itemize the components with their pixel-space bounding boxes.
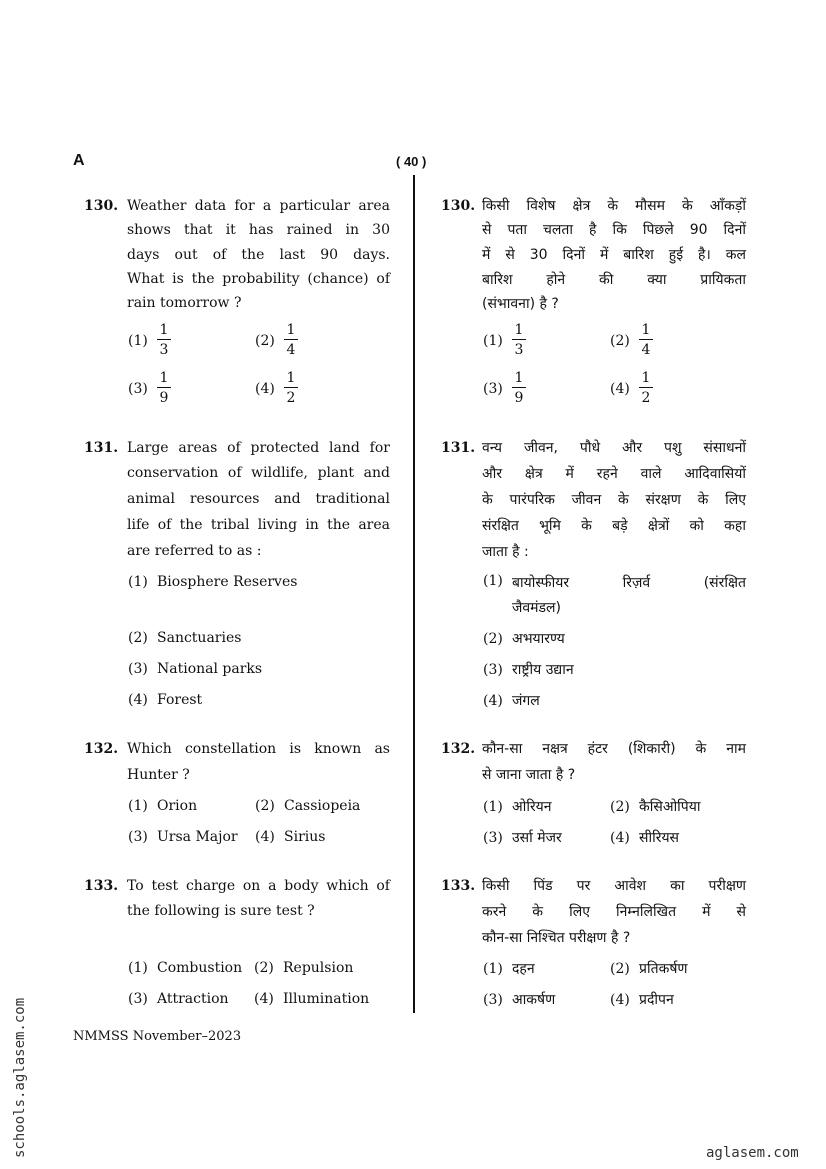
option-label: (2) — [483, 631, 503, 647]
option-label: (3) — [483, 992, 503, 1008]
option-text: Biosphere Reserves — [157, 574, 298, 590]
option-label: (3) — [128, 661, 148, 677]
fraction: $\frac{1}{2}$ — [639, 369, 653, 408]
question-text-line: are referred to as : — [127, 543, 262, 559]
option-text: अभयारण्य — [512, 631, 565, 647]
option-label: (1) — [483, 961, 503, 977]
column-divider — [413, 175, 415, 1013]
option-4[interactable] — [610, 828, 679, 847]
option-label: (3) — [128, 381, 148, 397]
option-2[interactable] — [255, 798, 360, 814]
question-text-line: days out of the last 90 days. — [127, 247, 390, 263]
option-text: प्रदीपन — [639, 992, 674, 1008]
option-label: (2) — [255, 333, 275, 349]
option-label: (2) — [610, 333, 630, 349]
option-text: Cassiopeia — [284, 798, 361, 814]
option-label: (4) — [610, 830, 630, 846]
option-2[interactable] — [610, 797, 701, 816]
question-text-line: life of the tribal living in the area — [127, 517, 390, 533]
option-label: (2) — [254, 960, 274, 976]
question-text-line: से पता चलता है कि पिछले 90 दिनों — [482, 222, 746, 238]
option-3[interactable] — [483, 660, 574, 679]
option-label: (2) — [610, 799, 630, 815]
option-text: प्रतिकर्षण — [639, 961, 688, 977]
question-text-line: Weather data for a particular area — [127, 198, 390, 214]
set-letter: A — [73, 152, 85, 169]
question-number: 131. — [441, 440, 476, 456]
option-label: (4) — [255, 381, 275, 397]
fraction: $\frac{1}{2}$ — [284, 369, 298, 408]
option-text: Sanctuaries — [157, 630, 242, 646]
option-4[interactable] — [254, 991, 369, 1007]
option-label: (2) — [128, 630, 148, 646]
question-text-line: Large areas of protected land for — [127, 440, 390, 456]
option-label: (1) — [483, 799, 503, 815]
question-text-line: Hunter ? — [127, 767, 190, 783]
question-text-line: What is the probability (chance) of — [127, 271, 390, 287]
option-label: (3) — [483, 830, 503, 846]
option-text: Orion — [157, 798, 198, 814]
option-2[interactable] — [610, 959, 688, 978]
question-text-line: से जाना जाता है ? — [482, 767, 576, 783]
question-text-line: To test charge on a body which of — [127, 878, 390, 894]
option-label: (4) — [610, 992, 630, 1008]
option-text: उर्सा मेजर — [512, 830, 562, 846]
option-label: (4) — [254, 991, 274, 1007]
option-label: (2) — [255, 798, 275, 814]
option-label: (4) — [128, 692, 148, 708]
question-number: 132. — [441, 741, 476, 757]
fraction: $\frac{1}{4}$ — [639, 321, 653, 360]
question-text-line: किसी विशेष क्षेत्र के मौसम के आँकड़ों — [482, 198, 746, 214]
option-2[interactable] — [483, 629, 565, 648]
option-3[interactable] — [128, 661, 262, 677]
option-text: Forest — [157, 692, 203, 708]
option-text: Attraction — [157, 991, 229, 1007]
question-text-line: के पारंपरिक जीवन के संरक्षण के लिए — [482, 492, 746, 508]
option-1[interactable] — [483, 573, 746, 592]
option-label: (1) — [128, 960, 148, 976]
option-4[interactable] — [610, 990, 674, 1009]
option-text: Illumination — [283, 991, 370, 1007]
option-text: आकर्षण — [512, 992, 556, 1008]
option-4[interactable] — [255, 829, 325, 845]
question-text-line: करने के लिए निम्नलिखित में से — [482, 904, 746, 920]
fraction: $\frac{1}{3}$ — [512, 321, 526, 360]
option-label: (3) — [483, 662, 503, 678]
question-number: 130. — [441, 198, 476, 214]
question-text-line: rain tomorrow ? — [127, 295, 242, 311]
option-1[interactable] — [128, 574, 297, 590]
question-text-line: जाता है : — [482, 544, 529, 560]
option-label: (4) — [255, 829, 275, 845]
option-text: कैसिओपिया — [639, 799, 701, 815]
option-text: Combustion — [157, 960, 243, 976]
question-number: 132. — [84, 741, 119, 757]
question-number: 130. — [84, 198, 119, 214]
option-1[interactable] — [483, 959, 535, 978]
option-text: राष्ट्रीय उद्यान — [512, 662, 574, 678]
page-number: ( 40 ) — [396, 154, 427, 169]
fraction: $\frac{1}{4}$ — [284, 321, 298, 360]
question-text-line: shows that it has rained in 30 — [127, 222, 390, 238]
option-label: (3) — [483, 381, 503, 397]
option-1[interactable] — [128, 960, 242, 976]
question-text-line: the following is sure test ? — [127, 903, 315, 919]
option-label: (4) — [610, 381, 630, 397]
option-4[interactable] — [483, 691, 540, 710]
option-1[interactable] — [128, 798, 197, 814]
bottom-watermark: aglasem.com — [706, 1145, 799, 1161]
question-text-line: animal resources and traditional — [127, 491, 390, 507]
option-text: ओरियन — [512, 799, 552, 815]
option-2[interactable] — [128, 630, 241, 646]
question-text-line: वन्य जीवन, पौधे और पशु संसाधनों — [482, 440, 746, 456]
option-label: (3) — [128, 991, 148, 1007]
fraction: $\frac{1}{9}$ — [512, 369, 526, 408]
option-3[interactable] — [483, 828, 562, 847]
option-label: (3) — [128, 829, 148, 845]
option-text: जंगल — [512, 693, 540, 709]
question-text-line: किसी पिंड पर आवेश का परीक्षण — [482, 878, 746, 894]
side-watermark: schools.aglasem.com — [12, 997, 28, 1158]
option-label: (1) — [128, 333, 148, 349]
question-text-line: बारिश होने की क्या प्रायिकता — [482, 272, 746, 288]
option-label: (1) — [483, 573, 503, 589]
footer-exam-label: NMMSS November–2023 — [73, 1029, 242, 1044]
option-text: बायोस्फीयर रिज़र्व (संरक्षित — [512, 575, 746, 591]
option-label: (1) — [128, 574, 148, 590]
option-text: Repulsion — [283, 960, 354, 976]
option-3[interactable] — [128, 829, 238, 845]
option-3[interactable] — [483, 990, 555, 1009]
option-4[interactable] — [128, 692, 202, 708]
fraction: $\frac{1}{3}$ — [157, 321, 171, 360]
option-text: National parks — [157, 661, 263, 677]
question-text-line: conservation of wildlife, plant and — [127, 465, 390, 481]
option-text: दहन — [512, 961, 535, 977]
option-3[interactable] — [128, 991, 229, 1007]
question-text-line: संरक्षित भूमि के बड़े क्षेत्रों को कहा — [482, 518, 746, 534]
option-label: (1) — [483, 333, 503, 349]
question-number: 131. — [84, 440, 119, 456]
question-number: 133. — [84, 878, 119, 894]
question-number: 133. — [441, 878, 476, 894]
fraction: $\frac{1}{9}$ — [157, 369, 171, 408]
option-label: (1) — [128, 798, 148, 814]
question-text-line: और क्षेत्र में रहने वाले आदिवासियों — [482, 466, 746, 482]
option-text: सीरियस — [639, 830, 680, 846]
option-2[interactable] — [254, 960, 353, 976]
question-text-line: कौन-सा निश्चित परीक्षण है ? — [482, 930, 631, 946]
option-text: Ursa Major — [157, 829, 238, 845]
option-label: (2) — [610, 961, 630, 977]
question-text-line: कौन-सा नक्षत्र हंटर (शिकारी) के नाम — [482, 741, 746, 757]
option-1[interactable] — [483, 797, 552, 816]
question-text-line: Which constellation is known as — [127, 741, 390, 757]
option-text-continued: जैवमंडल) — [512, 600, 561, 616]
option-text: Sirius — [284, 829, 326, 845]
question-text-line: (संभावना) है ? — [482, 296, 559, 312]
option-label: (4) — [483, 693, 503, 709]
question-text-line: में से 30 दिनों में बारिश हुई है। कल — [482, 247, 746, 263]
